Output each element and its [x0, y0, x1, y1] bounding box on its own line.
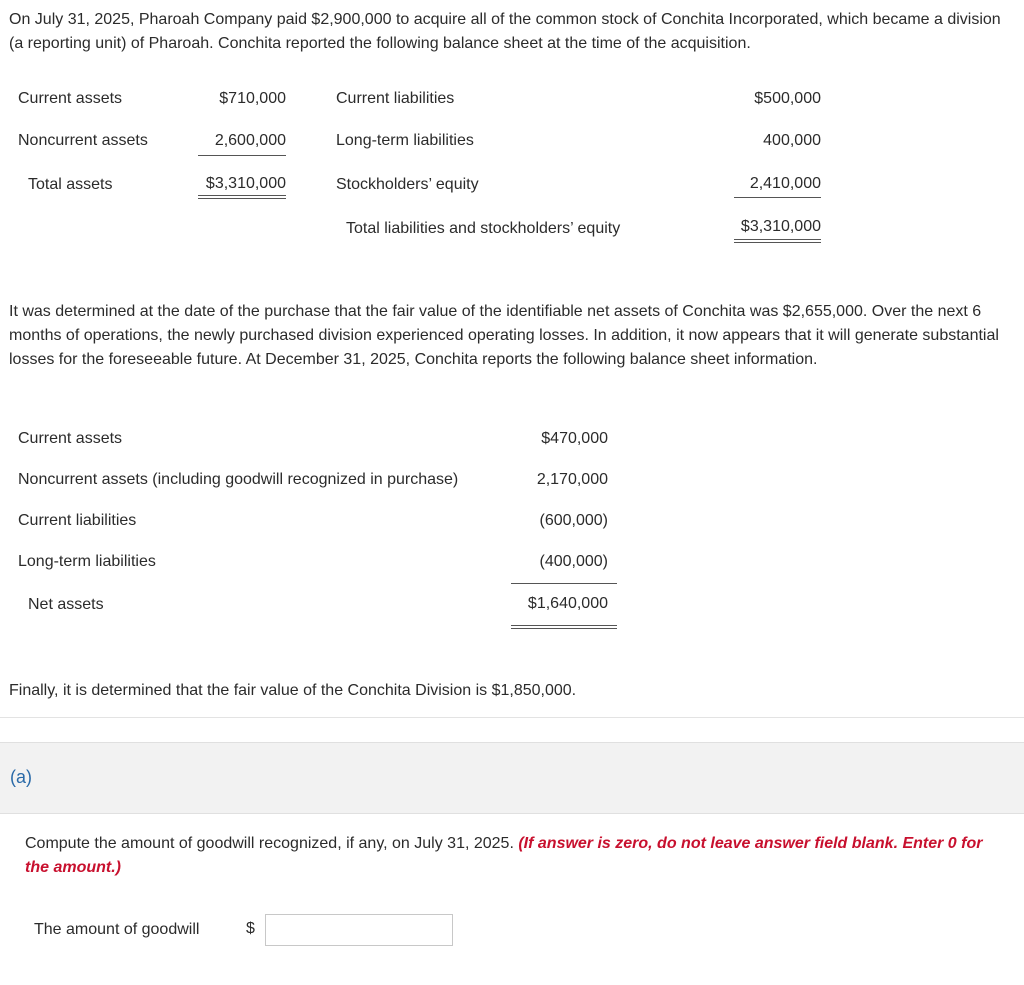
intro-paragraph: On July 31, 2025, Pharoah Company paid $2,900,000 to acquire all of the common stock of Conchita Incorporated, which became a division (a reporting unit) of Pharoah. Conchita reported the following balance sheet at the time of the acquisition.: [9, 11, 1001, 52]
bs1-total-assets-value: $3,310,000: [205, 175, 286, 192]
bs1-stockholders-equity-label: Stockholders’ equity: [336, 176, 479, 193]
question-prompt: Compute the amount of goodwill recognized, if any, on July 31, 2025.: [25, 835, 514, 852]
bs2-long-term-liabilities-label: Long-term liabilities: [18, 553, 156, 570]
bs1-long-term-liabilities-label: Long-term liabilities: [336, 132, 474, 149]
bs1-total-liab-equity-value: $3,310,000: [740, 218, 821, 235]
bs1-current-liabilities-label: Current liabilities: [336, 90, 455, 107]
paragraph-3: Finally, it is determined that the fair value of the Conchita Division is $1,850,000.: [9, 682, 577, 699]
bs1-total-assets-label: Total assets: [28, 176, 113, 193]
question-text: [25, 832, 1010, 880]
goodwill-amount-input[interactable]: [265, 914, 453, 946]
bs2-noncurrent-assets-label: Noncurrent assets (including goodwill recognized in purchase): [18, 471, 459, 488]
bs1-total-assets-double-rule: [198, 195, 286, 199]
bs2-current-liabilities-label: Current liabilities: [18, 512, 137, 529]
bs2-subtotal-rule: [511, 583, 617, 584]
bs1-assets-subtotal-rule: [198, 155, 286, 156]
answer-label: The amount of goodwill: [34, 921, 200, 938]
bs2-net-assets-label: Net assets: [28, 596, 104, 613]
question-instruction: (If answer is zero, do not leave answer field blank. Enter 0 for the amount.): [25, 835, 983, 876]
bs2-net-assets-double-rule: [511, 625, 617, 629]
bs1-current-assets-label: Current assets: [18, 90, 123, 107]
bs2-long-term-liabilities-value: (400,000): [539, 553, 608, 570]
bs2-current-assets-label: Current assets: [18, 430, 123, 447]
part-label: (a): [10, 767, 32, 787]
paragraph-2: It was determined at the date of the purchase that the fair value of the identifiable net assets of Conchita was $2,655,000. Over the next 6 months of operations, the newly purchased division experienced operating losses. In addition, it now appears that it will generate substantial losses for the foreseeable future. At December 31, 2025, Conchita reports the following balance sheet information.: [9, 303, 999, 368]
currency-symbol: $: [246, 920, 255, 937]
bs1-long-term-liabilities-value: 400,000: [763, 132, 821, 149]
part-header-band: [0, 742, 1024, 814]
section-divider: [0, 717, 1024, 718]
bs2-current-liabilities-value: (600,000): [539, 512, 608, 529]
bs1-current-assets-value: $710,000: [219, 90, 286, 107]
bs1-total-liab-equity-double-rule: [734, 239, 821, 243]
bs2-noncurrent-assets-value: 2,170,000: [536, 471, 608, 488]
bs1-stockholders-equity-value: 2,410,000: [749, 175, 821, 192]
bs1-noncurrent-assets-value: 2,600,000: [214, 132, 286, 149]
bs1-current-liabilities-value: $500,000: [754, 90, 821, 107]
bs1-noncurrent-assets-label: Noncurrent assets: [18, 132, 148, 149]
bs2-current-assets-value: $470,000: [541, 430, 608, 447]
bs1-liabilities-subtotal-rule: [734, 197, 821, 198]
bs1-total-liab-equity-label: Total liabilities and stockholders’ equity: [346, 220, 621, 237]
bs2-net-assets-value: $1,640,000: [527, 595, 608, 612]
